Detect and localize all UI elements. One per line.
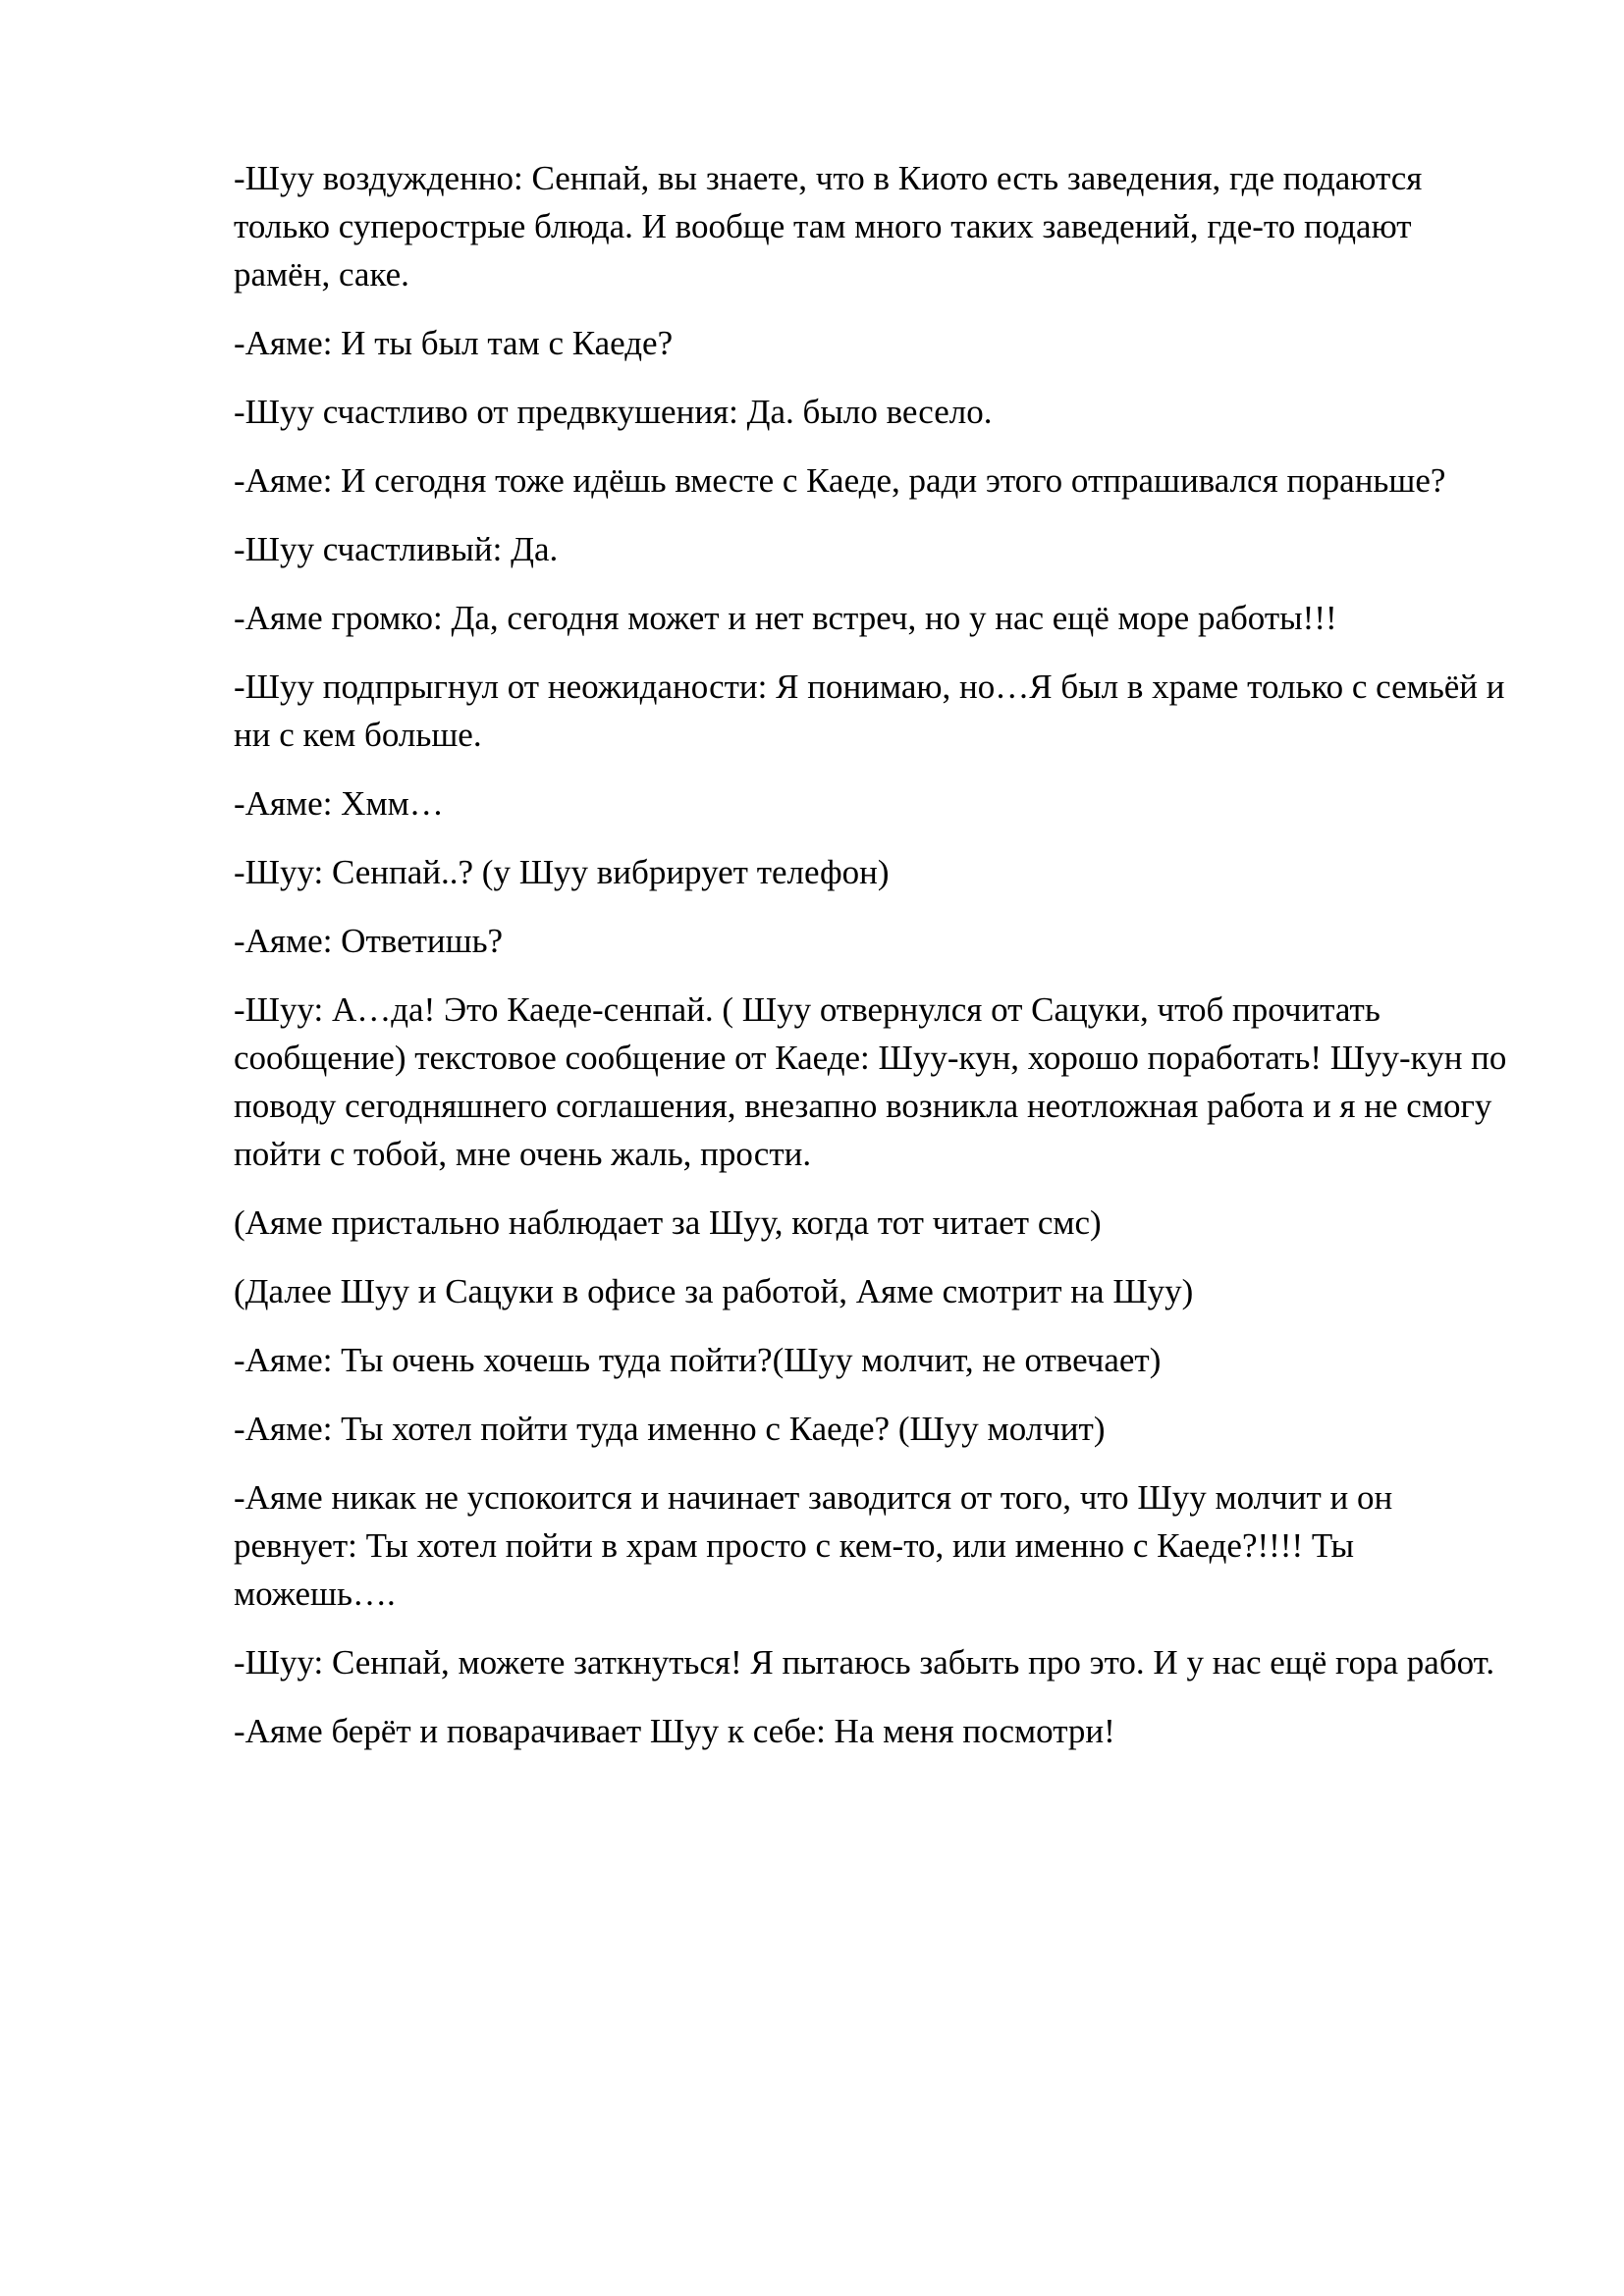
- paragraph: -Аяме: Ответишь?: [234, 922, 504, 960]
- document-body: [234, 154, 1510, 1776]
- paragraph: (Далее Шуу и Сацуки в офисе за работой, Аяме смотрит на Шуу): [234, 1272, 1194, 1310]
- paragraph: (Аяме пристально наблюдает за Шуу, когда тот читает смс): [234, 1203, 1102, 1242]
- paragraph: -Шуу счастливо от предвкушения: Да. было весело.: [234, 393, 993, 431]
- paragraph: -Аяме: И ты был там с Каеде?: [234, 324, 674, 362]
- paragraph: -Шуу: Сенпай..? (у Шуу вибрирует телефон): [234, 853, 890, 891]
- paragraph: -Аяме: Ты очень хочешь туда пойти?(Шуу молчит, не отвечает): [234, 1341, 1162, 1379]
- paragraph: -Аяме: И сегодня тоже идёшь вместе с Каеде, ради этого отпрашивался пораньше?: [234, 461, 1446, 500]
- paragraph: -Шуу подпрыгнул от неожиданости: Я понимаю, но…Я был в храме только с семьёй и ни с кем больше.: [234, 667, 1505, 754]
- paragraph: -Шуу: А…да! Это Каеде-сенпай. ( Шуу отвернулся от Сацуки, чтоб прочитать сообщение) текстовое сообщение от Каеде: Шуу-кун, хорошо поработать! Шуу-кун по поводу сегодняшнего соглашения, внезапно возникла неотложная работа и я не смогу пойти с тобой, мне очень жаль, прости.: [234, 990, 1507, 1173]
- paragraph: -Шуу: Сенпай, можете заткнуться! Я пытаюсь забыть про это. И у нас ещё гора работ.: [234, 1643, 1495, 1682]
- paragraph: -Аяме никак не успокоится и начинает заводится от того, что Шуу молчит и он ревнует: Ты хотел пойти в храм просто с кем-то, или именно с Каеде?!!!! Ты можешь….: [234, 1478, 1393, 1613]
- paragraph: -Аяме берёт и поварачивает Шуу к себе: На меня посмотри!: [234, 1712, 1115, 1750]
- paragraph: -Аяме громко: Да, сегодня может и нет встреч, но у нас ещё море работы!!!: [234, 599, 1337, 637]
- paragraph: -Аяме: Хмм…: [234, 784, 444, 823]
- paragraph: -Шуу счастливый: Да.: [234, 530, 559, 568]
- paragraph: -Шуу воздужденно: Сенпай, вы знаете, что в Киото есть заведения, где подаются только суперострые блюда. И вообще там много таких заведений, где-то подают рамён, саке.: [234, 159, 1423, 294]
- paragraph: -Аяме: Ты хотел пойти туда именно с Каеде? (Шуу молчит): [234, 1410, 1106, 1448]
